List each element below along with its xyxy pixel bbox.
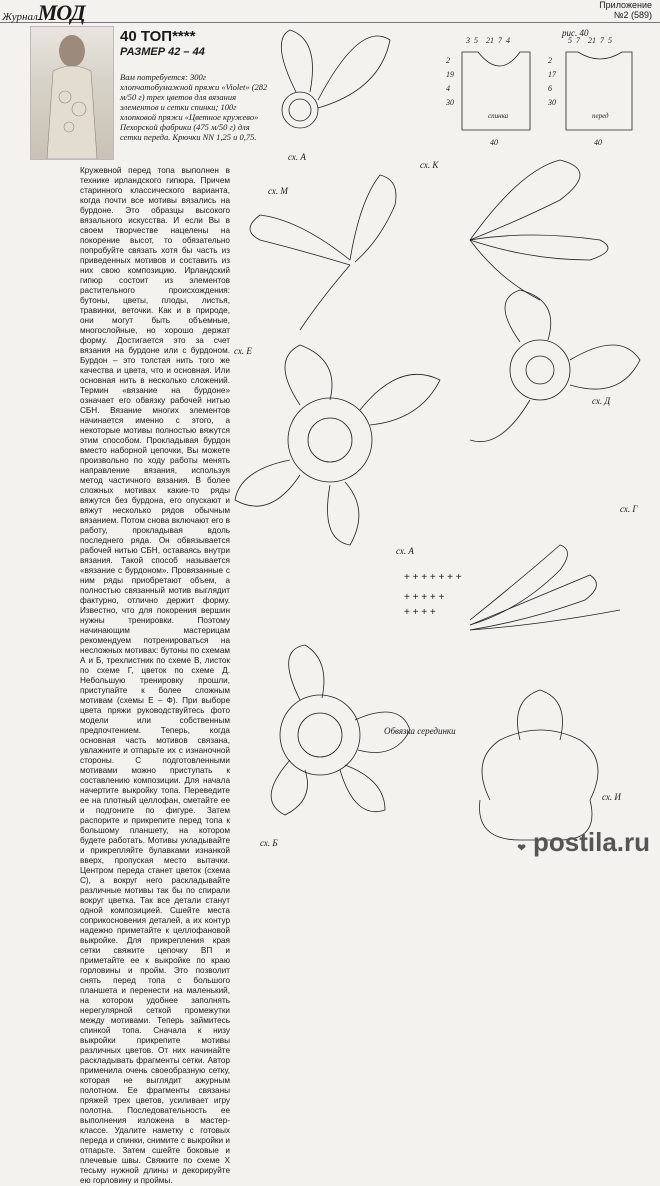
issue-info: Приложение №2 (589) (599, 0, 652, 20)
scheme-a-label: сх. А (288, 152, 306, 162)
scheme-b-label: сх. Б (260, 838, 278, 848)
scheme-m-label: сх. М (268, 186, 288, 196)
motif-note: Обвязка серединки (384, 726, 456, 736)
scheme-a2-label: сх. А (396, 546, 414, 556)
article-size: РАЗМЕР 42 – 44 (120, 46, 205, 58)
side-measures-front: 2 19 4 30 (446, 56, 454, 107)
scheme-i-label: сх. И (602, 792, 621, 802)
svg-text:+ + + + + + +: + + + + + + + (404, 572, 462, 583)
magazine-title: ЖурналМОД (2, 0, 85, 25)
svg-text:+ + + + +: + + + + + (404, 592, 445, 603)
article-title: 40 ТОП**** (120, 28, 196, 45)
scheme-d-label: сх. Д (592, 396, 611, 406)
scheme-e-label: сх. Е (234, 346, 252, 356)
front-measures: 3 5 21 7 4 (466, 36, 510, 45)
scheme-k-label: сх. К (420, 160, 439, 170)
back-width: 40 (594, 138, 602, 147)
side-measures-back: 2 17 6 30 (548, 56, 556, 107)
front-piece-label: спинка (488, 112, 509, 120)
svg-text:+ + + +: + + + + (404, 607, 436, 618)
article-body: Кружевной перед топа выполнен в технике ирландского гипюра. Причем старинного классического варианта, когда почти все мотивы вязались на бурдоне. Это образцы высокого вязального искусства. И если Вы в своем творчестве нацелены на покорение высот, то обязательно попробуйте связать хотя бы часть из приведенных мотивов и составить из них свою композицию. Ирландский гипюр состоит из элементов растительного происхождения: бутоны, цветы, плоды, листья, травинки, веточки. Как и в природе, они могут быть объемные, многослойные, но хорошо держат форму. Достигается это за счет вязания на бурдоне или с бурдоном. Бурдон – это толстая нить того же качества и цвета, что и основная. Или основная нить в несколько сложений. Термин «вязание на бурдоне» означает его обвязку рабочей нитью СБН. Вязание многих элементов начинается именно с этого, а некоторые мотивы полностью вяжутся этим способом. Прокладывая бурдон вместо наборной цепочки, Вы можете произвольно по ходу работы менять направление вязания, используя метод частичного вязания. В более сложных мотивах какие-то ряды вяжутся без бурдона, его опускают и вяжут несколько рядов обычным вязанием. Потом снова включают его в работу, прокладывая вдоль последнего ряда. Он обвязывается рабочей нитью СБН, оставаясь внутри вязания. Такой способ называется «вязание с бурдоном». Провязанные с ним ряды приобретают объем, а полностью связанный мотив выглядит фактурно, отлично держит форму. Известно, что для покорения вершин нужны тренировки. Поэтому начинающим мастерицам рекомендуем потренироваться на несложных мотивах: бутоны по схемам А и Б, трехлистник по схеме В, листок по схеме Г, цветок по схеме Д. Небольшую тренировку прошли, приступайте к более сложным мотивам (схемы Е – Ф). При выборе цвета пряжи руководствуйтесь фото модели или собственным предпочтением. Теперь, когда основная часть мотивов связана, увлажните и отпарьте их с изнаночной стороны. С подготовленными мотивами можно приступать к составлению композиции. Для начала начертите выкройку топа. Переведите ее на плотный целлофан, сметайте ее и подгоните по фигуре. Затем распорите и прикрепите перед топа к большому планшету, на котором будете работать. Мотивы укладывайте и прикрепляйте булавками изнанкой вверх, пропуская место вытачки. Центром переда станет цветок (схема С), а вокруг него раскладывайте различные мотивы так бы по спирали вокруг цветка. Так все детали станут одной композицией. Сшейте места соприкосновения деталей, а их контур надежно приметайте к целлофановой выкройке. Для прикрепления края сетки свяжите цепочку ВП и приметайте ее к выкройке по краю горловины и пройм. Это позволит снять перед топа с большого планшета и перенести на маленький, на котором удобнее заполнять нерегулярной сеткой промежутки между мотивами. Теперь займитесь спинкой топа. Сначала к низу выкройки прикрепите мотивы различных цветов. От них начинайте раскладывать фрагменты сетки. Автор применила очень своеобразную сетку, которая не выглядит ажурным полотном. Ее фрагменты связаны пряжей трех цветов, усиливает игру полотна. Последовательность ее выполнения изложена в мастер-классе. Удалите наметку с готовых переда и спинки, снимите с выкройки и отпарьте. Затем сшейте боковые и плечевые швы. Свяжите по схеме Х тесьму нужной длины и декорируйте ею горловину и проймы. (80, 166, 230, 1185)
watermark: ❤ postila.ru (517, 827, 650, 857)
front-width: 40 (490, 138, 498, 147)
pattern-caption: рис. 40 (562, 28, 589, 38)
materials-text: Вам потребуется: 300г хлопчатобумажной пряжи «Violet» (282 м/50 г) трех цветов для вязания элементов и сетки спинки; 100г хлопковой пряжи «Цветное кружево» Пехорской фабрики (475 м/50 г) для сетки переда. Крючки NN 1,25 и 0,75. (120, 72, 268, 142)
scheme-g-label: сх. Г (620, 504, 638, 514)
back-measures: 5 7 21 7 5 (568, 36, 612, 45)
back-piece-label: перед (592, 112, 609, 120)
